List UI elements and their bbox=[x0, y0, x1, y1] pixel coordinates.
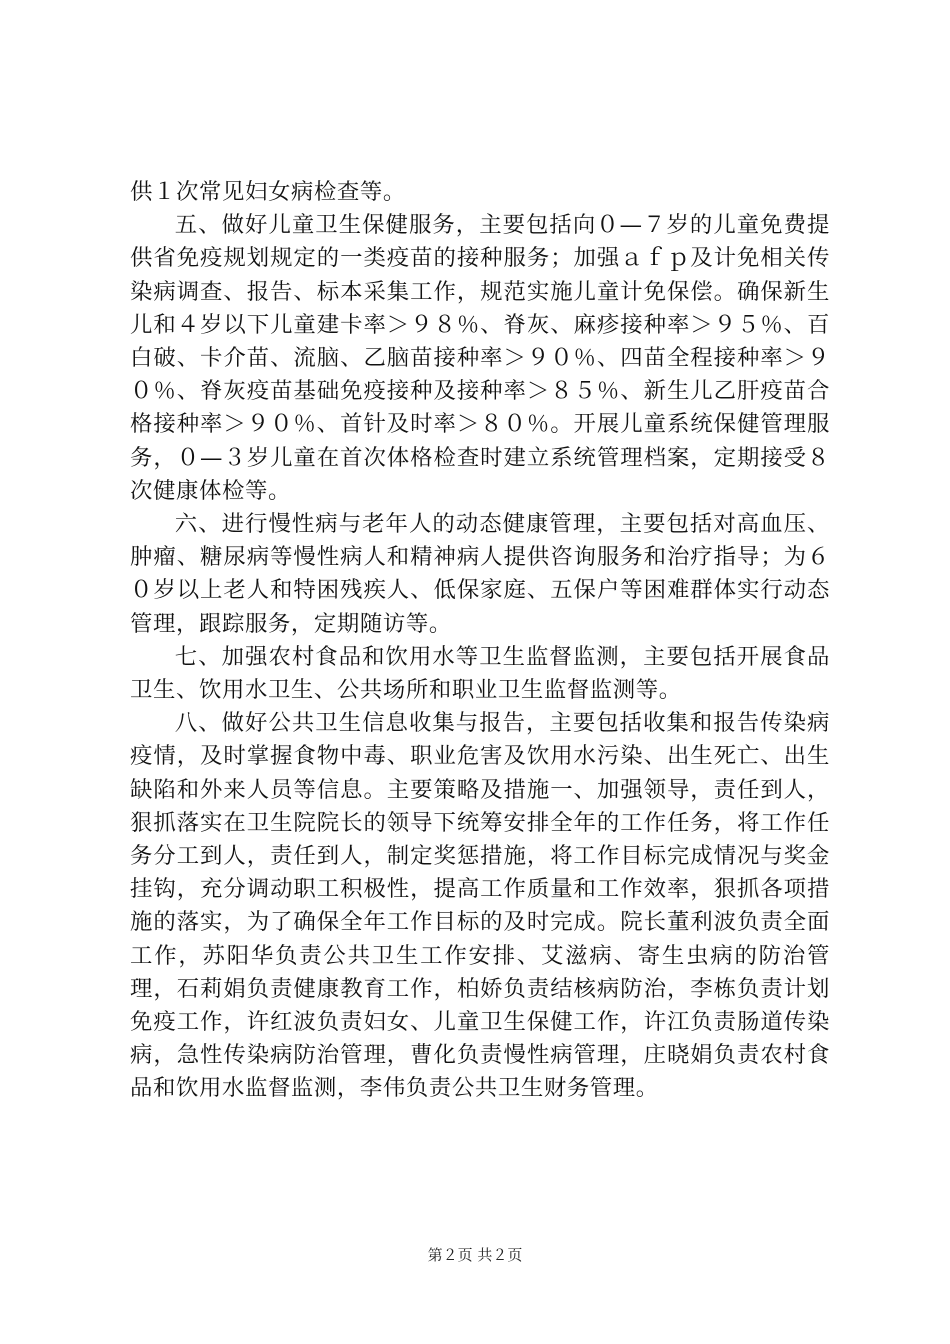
page-number-footer: 第２页 共２页 bbox=[427, 1246, 523, 1264]
paragraph-child-health: 五、做好儿童卫生保健服务，主要包括向０—７岁的儿童免费提供省免疫规划规定的一类疫苗的接种服务；加强ａｆｐ及计免相关传染病调查、报告、标本采集工作，规范实施儿童计免保偿。确保新生儿和４岁以下儿童建卡率＞９８％、脊灰、麻疹接种率＞９５％、百白破、卡介苗、流脑、乙脑苗接种率＞９０％、四苗全程接种率＞９０％、脊灰疫苗基础免疫接种及接种率＞８５％、新生儿乙肝疫苗合格接种率＞９０％、首针及时率＞８０％。开展儿童系统保健管理服务，０—３岁儿童在首次体格检查时建立系统管理档案，定期接受８次健康体检等。 bbox=[130, 212, 830, 504]
paragraph-chronic-disease: 六、进行慢性病与老年人的动态健康管理，主要包括对高血压、肿瘤、糖尿病等慢性病人和精神病人提供咨询服务和治疗指导；为６０岁以上老人和特困残疾人、低保家庭、五保户等困难群体实行动态管理，跟踪服务，定期随访等。 bbox=[130, 511, 830, 637]
paragraph-continuation: 供１次常见妇女病检查等。 bbox=[130, 179, 406, 205]
paragraph-health-information: 八、做好公共卫生信息收集与报告，主要包括收集和报告传染病疫情，及时掌握食物中毒、职业危害及饮用水污染、出生死亡、出生缺陷和外来人员等信息。主要策略及措施一、加强领导，责任到人，狠抓落实在卫生院院长的领导下统筹安排全年的工作任务，将工作任务分工到人，责任到人，制定奖惩措施，将工作目标完成情况与奖金挂钩，充分调动职工积极性，提高工作质量和工作效率，狠抓各项措施的落实，为了确保全年工作目标的及时完成。院长董利波负责全面工作，苏阳华负责公共卫生工作安排、艾滋病、寄生虫病的防治管理，石莉娟负责健康教育工作，柏娇负责结核病防治，李栋负责计划免疫工作，许红波负责妇女、儿童卫生保健工作，许江负责肠道传染病，急性传染病防治管理，曹化负责慢性病管理，庄晓娟负责农村食品和饮用水监督监测，李伟负责公共卫生财务管理。 bbox=[130, 710, 830, 1102]
document-body bbox=[130, 176, 830, 1106]
paragraph-food-water-supervision: 七、加强农村食品和饮用水等卫生监督监测，主要包括开展食品卫生、饮用水卫生、公共场所和职业卫生监督监测等。 bbox=[130, 643, 830, 704]
